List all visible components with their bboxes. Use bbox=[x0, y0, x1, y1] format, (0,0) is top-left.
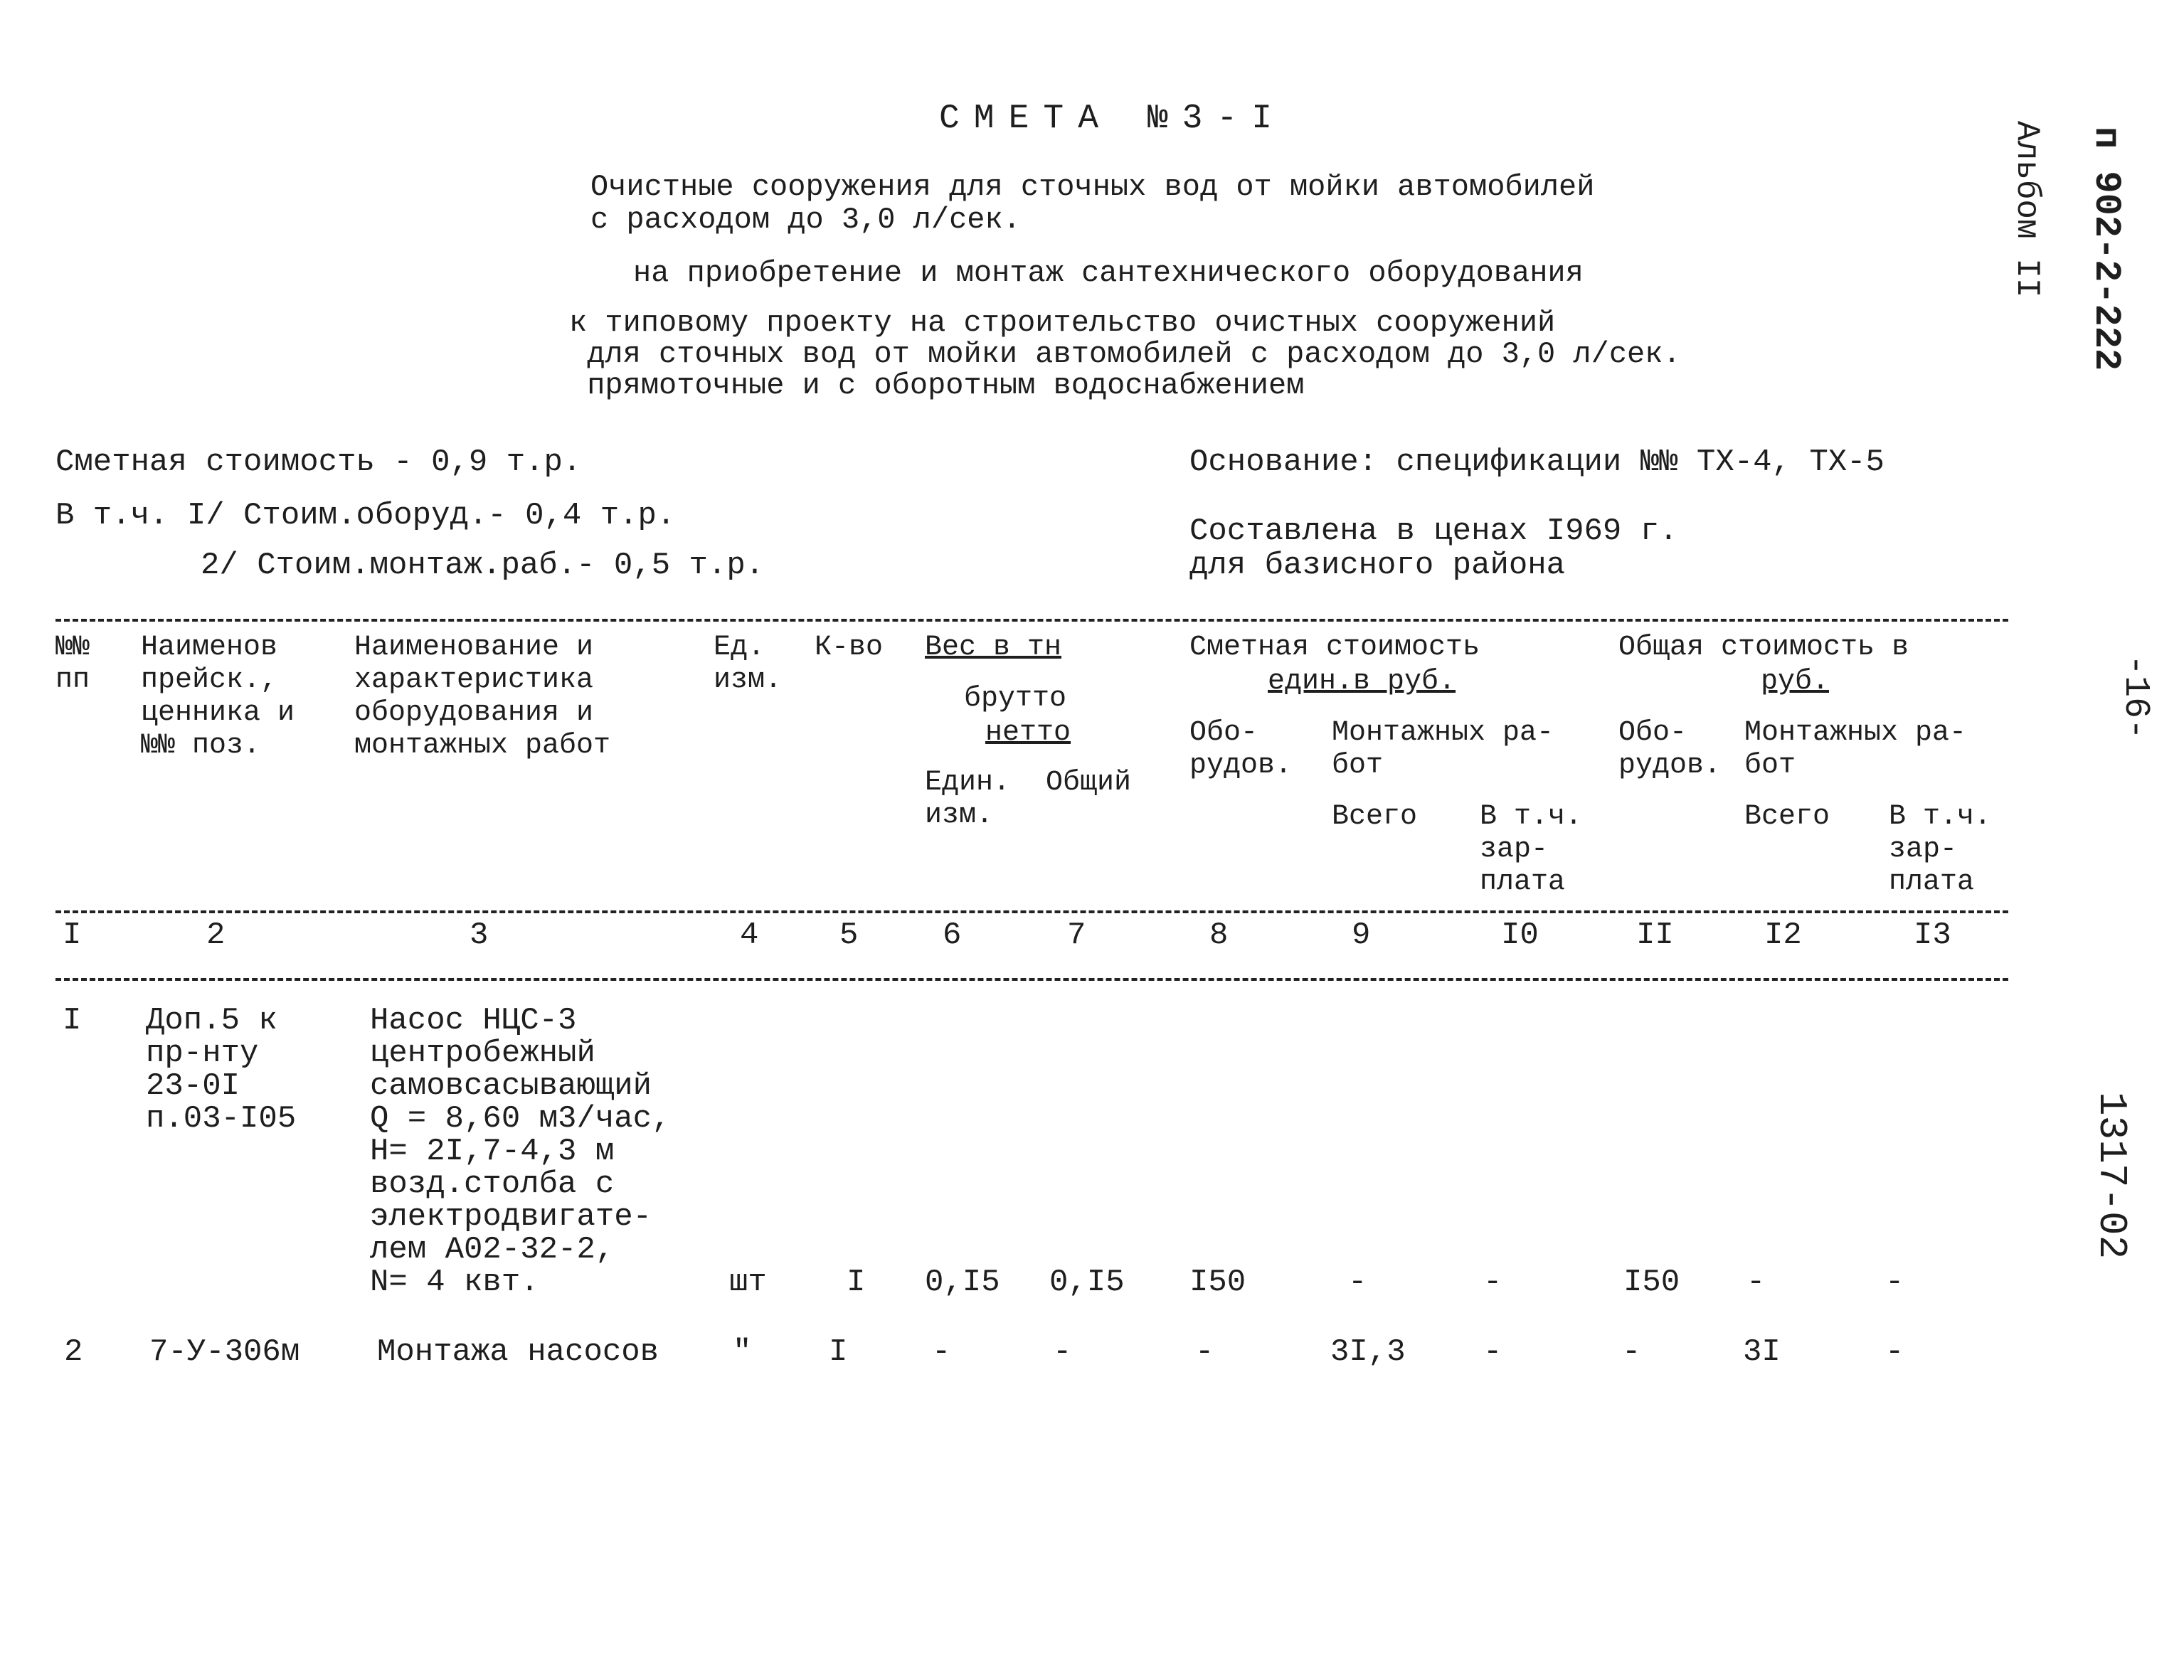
column-number: 6 bbox=[943, 918, 962, 953]
column-number: I2 bbox=[1764, 918, 1802, 953]
row-price-ref: Доп.5 к пр-нту 23-0I п.03-I05 bbox=[146, 1003, 297, 1137]
header-wages-unit: В т.ч. зар- плата bbox=[1480, 801, 1583, 898]
row-weight-total: - bbox=[1053, 1334, 1072, 1370]
base-region: для базисного района bbox=[1189, 548, 1566, 583]
row-quantity: I bbox=[829, 1334, 848, 1370]
header-equipment-total: Обо- рудов. bbox=[1618, 717, 1722, 782]
header-net: нетто bbox=[985, 717, 1071, 749]
column-numbers-rule bbox=[55, 978, 2008, 981]
price-level: Составлена в ценах I969 г. bbox=[1189, 514, 1678, 549]
row-equipment-total: I50 bbox=[1623, 1265, 1680, 1300]
column-number: 9 bbox=[1352, 918, 1371, 953]
row-wages-unit: - bbox=[1483, 1265, 1502, 1300]
row-installation-total: 3I bbox=[1743, 1334, 1781, 1370]
row-equipment-total: - bbox=[1622, 1334, 1641, 1370]
project-reference: к типовому проекту на строительство очистных сооружений для сточных вод от мойки автомобилей с расходом до 3,0 л/сек. прямоточные и с оборотным водоснабжением bbox=[569, 306, 1681, 403]
header-total-rub: руб. bbox=[1761, 666, 1830, 698]
document-stamp: 1317-02 bbox=[2089, 1092, 2134, 1260]
header-unit: Ед. изм. bbox=[714, 632, 783, 696]
row-installation-unit: 3I,3 bbox=[1330, 1334, 1406, 1370]
header-wages-total: В т.ч. зар- плата bbox=[1889, 801, 1992, 898]
header-installation-total: Монтажных ра- бот bbox=[1744, 717, 1967, 782]
header-price-ref: Наименов прейск., ценника и №№ поз. bbox=[141, 632, 295, 762]
row-weight-unit: 0,I5 bbox=[925, 1265, 1000, 1300]
document-title: СМЕТА №3-I bbox=[939, 100, 1287, 138]
header-estimated-cost: Сметная стоимость bbox=[1189, 632, 1480, 664]
estimated-cost: Сметная стоимость - 0,9 т.р. bbox=[55, 445, 582, 480]
project-code: п 902-2-222 bbox=[2085, 127, 2127, 371]
header-total-cost: Общая стоимость в bbox=[1618, 632, 1909, 664]
column-number: II bbox=[1636, 918, 1674, 953]
row-installation-unit: - bbox=[1348, 1265, 1367, 1300]
row-weight-total: 0,I5 bbox=[1049, 1265, 1125, 1300]
estimate-purpose: на приобретение и монтаж сантехнического оборудования bbox=[633, 256, 1584, 290]
header-weight: Вес в тн bbox=[925, 632, 1062, 664]
header-installation-unit: Монтажных ра- бот bbox=[1332, 717, 1554, 782]
column-number: 8 bbox=[1209, 918, 1229, 953]
row-wages-total: - bbox=[1885, 1265, 1904, 1300]
row-name: Насос НЦС-3 центробежный самовсасывающий Q = 8,60 м3/час, Н= 2I,7-4,3 м возд.столба с электродвигате- лем А02-32-2, N= 4 квт. bbox=[370, 1003, 671, 1300]
header-bottom-rule bbox=[55, 910, 2008, 913]
header-weight-total: Общий bbox=[1046, 767, 1132, 799]
header-weight-unit: Един. изм. bbox=[925, 767, 1011, 831]
column-number: I3 bbox=[1914, 918, 1951, 953]
row-installation-total: - bbox=[1746, 1265, 1766, 1300]
column-number: 7 bbox=[1067, 918, 1086, 953]
installation-cost: 2/ Стоим.монтаж.раб.- 0,5 т.р. bbox=[201, 548, 765, 583]
row-name: Монтажа насосов bbox=[377, 1334, 659, 1370]
header-equipment-unit: Обо- рудов. bbox=[1189, 717, 1293, 782]
row-unit: шт bbox=[729, 1265, 767, 1300]
row-weight-unit: - bbox=[932, 1334, 951, 1370]
header-quantity: К-во bbox=[815, 632, 884, 664]
column-number: 2 bbox=[206, 918, 226, 953]
header-per-unit: един.в руб. bbox=[1268, 666, 1456, 698]
row-quantity: I bbox=[847, 1265, 866, 1300]
object-title: Очистные сооружения для сточных вод от мойки автомобилей с расходом до 3,0 л/сек. bbox=[590, 170, 1595, 237]
row-unit: " bbox=[733, 1334, 752, 1370]
column-number: 3 bbox=[470, 918, 489, 953]
row-wages-total: - bbox=[1885, 1334, 1904, 1370]
header-name: Наименование и характеристика оборудования и монтажных работ bbox=[354, 632, 611, 762]
row-number: I bbox=[63, 1003, 82, 1038]
basis-note: Основание: спецификации №№ ТХ-4, ТХ-5 bbox=[1189, 445, 1885, 480]
row-equipment-unit: I50 bbox=[1189, 1265, 1246, 1300]
column-number: I0 bbox=[1501, 918, 1539, 953]
header-number: №№ пп bbox=[55, 632, 90, 696]
row-wages-unit: - bbox=[1483, 1334, 1502, 1370]
table-top-rule bbox=[55, 619, 2008, 622]
row-equipment-unit: - bbox=[1195, 1334, 1214, 1370]
header-gross: брутто bbox=[964, 683, 1067, 715]
column-number: 5 bbox=[839, 918, 859, 953]
column-number: I bbox=[63, 918, 82, 953]
row-price-ref: 7-У-306м bbox=[149, 1334, 300, 1370]
equipment-cost: В т.ч. I/ Стоим.оборуд.- 0,4 т.р. bbox=[55, 498, 676, 533]
album-label: Альбом II bbox=[2008, 121, 2045, 298]
header-installation-total-unit: Всего bbox=[1332, 801, 1418, 833]
row-number: 2 bbox=[64, 1334, 83, 1370]
header-installation-all-total: Всего bbox=[1744, 801, 1830, 833]
page-number: -16- bbox=[2115, 654, 2156, 740]
column-number: 4 bbox=[740, 918, 759, 953]
